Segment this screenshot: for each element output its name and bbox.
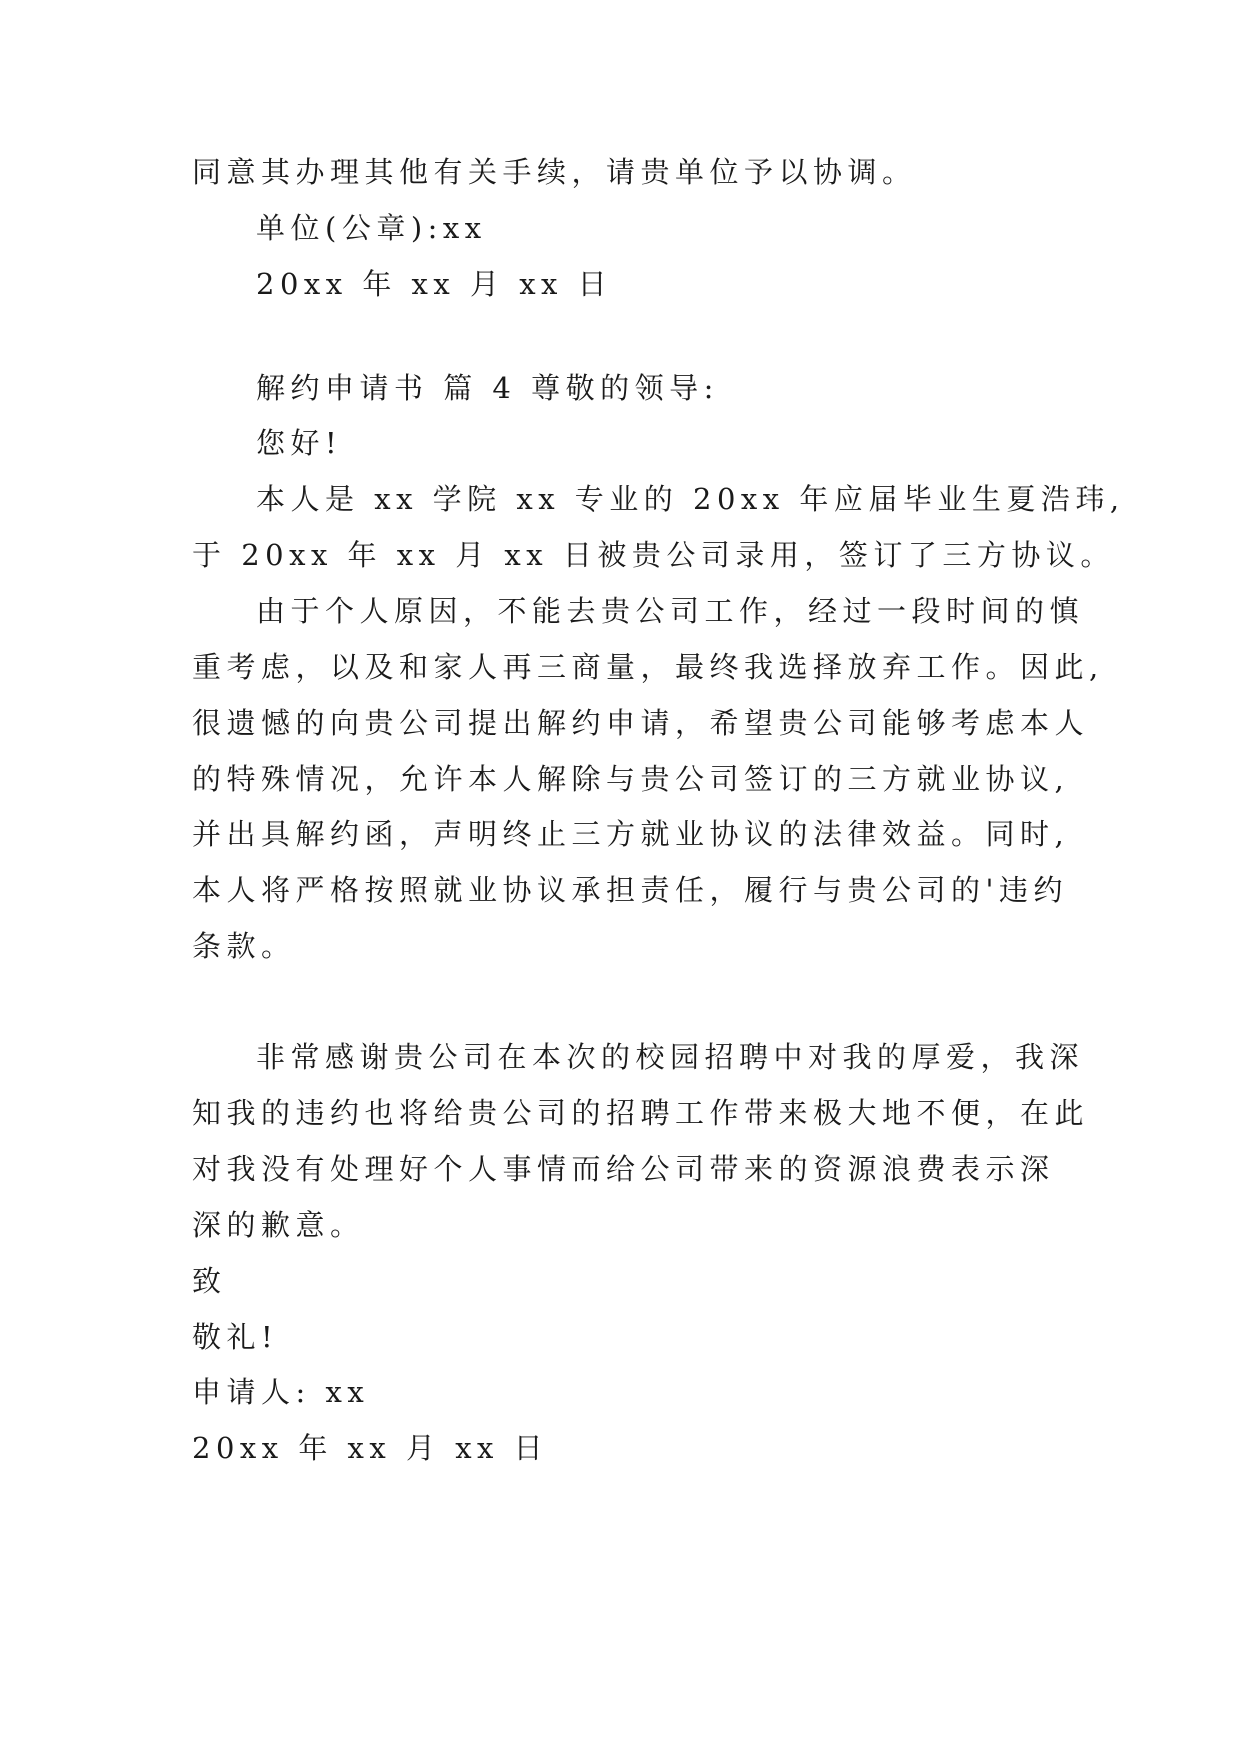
date-line: 20xx 年 xx 月 xx 日 <box>256 267 613 301</box>
paragraph-line: 对我没有处理好个人事情而给公司带来的资源浪费表示深 <box>192 1152 1055 1186</box>
greeting: 您好! <box>256 426 343 460</box>
paragraph-line: 于 20xx 年 xx 月 xx 日被贵公司录用，签订了三方协议。 <box>192 538 1115 572</box>
paragraph-line: 条款。 <box>192 929 296 963</box>
closing-to: 致 <box>192 1264 227 1298</box>
paragraph-line: 的特殊情况，允许本人解除与贵公司签订的三方就业协议, <box>192 762 1070 796</box>
paragraph-line: 重考虑，以及和家人再三商量，最终我选择放弃工作。因此, <box>192 650 1104 684</box>
letter-heading: 解约申请书 篇 4 尊敬的领导: <box>256 371 719 405</box>
paragraph-line: 知我的违约也将给贵公司的招聘工作带来极大地不便，在此 <box>192 1096 1090 1130</box>
paragraph-line: 深的歉意。 <box>192 1208 365 1242</box>
closing-line: 同意其办理其他有关手续，请贵单位予以协调。 <box>192 155 917 189</box>
signature-date: 20xx 年 xx 月 xx 日 <box>192 1431 549 1465</box>
paragraph-line: 本人将严格按照就业协议承担责任，履行与贵公司的'违约 <box>192 873 1068 907</box>
applicant-line: 申请人: xx <box>192 1375 370 1409</box>
paragraph-line: 非常感谢贵公司在本次的校园招聘中对我的厚爱，我深 <box>256 1040 1085 1074</box>
paragraph-line: 由于个人原因，不能去贵公司工作，经过一段时间的慎 <box>256 594 1085 628</box>
paragraph-line: 很遗憾的向贵公司提出解约申请，希望贵公司能够考虑本人 <box>192 706 1090 740</box>
seal-line: 单位(公章):xx <box>256 211 487 245</box>
paragraph-line: 并出具解约函，声明终止三方就业协议的法律效益。同时, <box>192 817 1070 851</box>
paragraph-line: 本人是 xx 学院 xx 专业的 20xx 年应届毕业生夏浩玮, <box>256 482 1125 516</box>
closing-salute: 敬礼! <box>192 1320 279 1354</box>
